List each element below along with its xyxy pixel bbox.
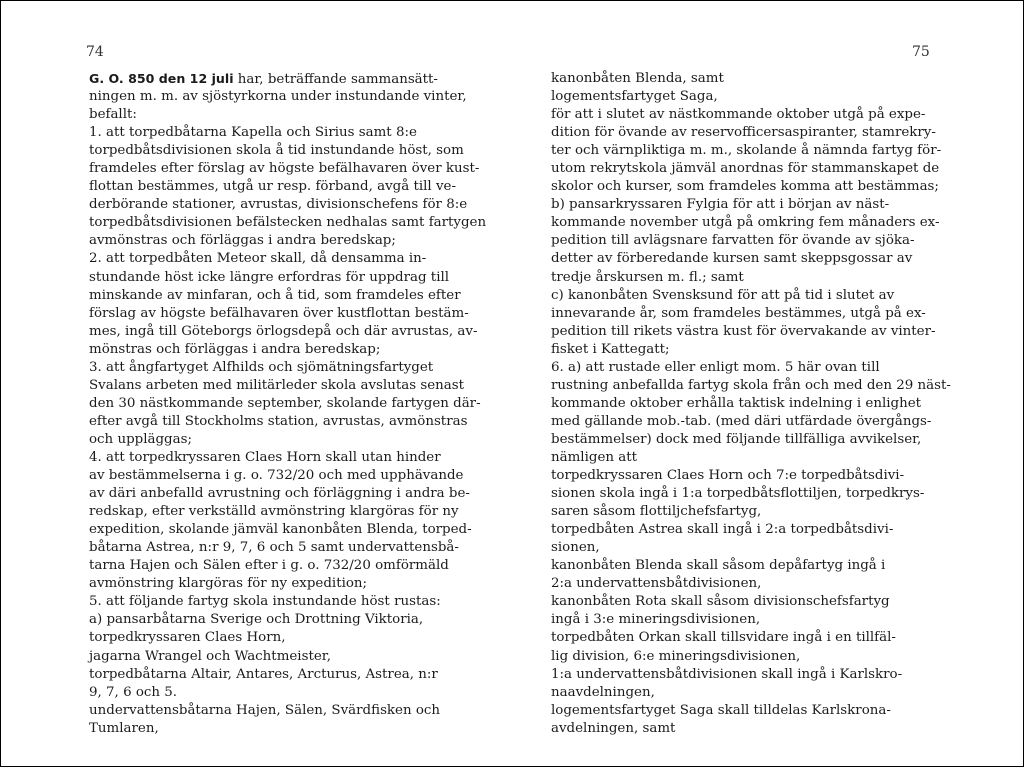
text-line: 2. att torpedbåten Meteor skall, då densamma in-	[89, 251, 427, 267]
text-line: pedition till avlägsnare farvatten för övande av sjöka-	[551, 233, 915, 249]
text-line: b) pansarkryssaren Fylgia för att i början av näst-	[551, 197, 890, 213]
text-line: avmönstras och förläggas i andra beredskap;	[89, 233, 396, 249]
text-line: minskande av minfaran, och å tid, som framdeles efter	[89, 287, 461, 303]
text-line: av däri anbefalld avrustning och förläggning i andra be-	[89, 486, 470, 502]
text-line: ter och värnpliktiga m. m., skolande å nämnda fartyg för-	[551, 143, 942, 159]
text-line: logementsfartyget Saga skall tilldelas Karlskrona-	[551, 702, 891, 718]
text-line: logementsfartyget Saga,	[551, 89, 718, 105]
text-line: 5. att följande fartyg skola instundande höst rustas:	[89, 594, 441, 610]
text-line: fisket i Kattegatt;	[551, 341, 670, 357]
text-line: dition för övande av reservofficersaspiranter, stamrekry-	[551, 125, 936, 141]
text-line: a) pansarbåtarna Sverige och Drottning Viktoria,	[89, 612, 424, 628]
text-line: saren såsom flottiljchefsfartyg,	[551, 504, 762, 520]
text-line: förslag av högste befälhavaren över kustflottan bestäm-	[89, 305, 469, 321]
text-line: torpedkryssaren Claes Horn och 7:e torpedbåtsdivi-	[551, 468, 905, 484]
text-line: torpedbåtsdivisionen befälstecken nedhalas samt fartygen	[89, 215, 487, 231]
text-line: 6. a) att rustade eller enligt mom. 5 här ovan till	[551, 359, 880, 375]
text-line: torpedbåten Astrea skall ingå i 2:a torpedbåtsdivi-	[551, 522, 894, 538]
text-line: innevarande år, som framdeles bestämmes, utgå på ex-	[551, 305, 926, 321]
text-line: undervattensbåtarna Hajen, Sälen, Svärdfisken och	[89, 702, 441, 718]
text-line: mes, ingå till Göteborgs örlogsdepå och där avrustas, av-	[89, 323, 478, 339]
text-line: flottan bestämmes, utgå ur resp. förband, avgå till ve-	[89, 179, 456, 195]
text-line: jagarna Wrangel och Wachtmeister,	[89, 648, 331, 664]
text-line: kanonbåten Rota skall såsom divisionschefsfartyg	[551, 594, 890, 610]
text-line: detter av förberedande kursen samt skeppsgossar av	[551, 251, 913, 267]
text-line: ingå i 3:e mineringsdivisionen,	[551, 612, 761, 628]
text-line: utom rekrytskola jämväl anordnas för stammanskapet de	[551, 161, 940, 177]
text-line: mönstras och förläggas i andra beredskap;	[89, 341, 381, 357]
text-line: pedition till rikets västra kust för övervakande av vinter-	[551, 323, 936, 339]
text-line: torpedbåten Orkan skall tillsvidare ingå i en tillfäl-	[551, 630, 896, 646]
order-heading: G. O. 850 den 12 juli	[89, 71, 234, 86]
text-line: efter avgå till Stockholms station, avrustas, avmönstras	[89, 413, 468, 429]
text-line: Tumlaren,	[89, 720, 159, 736]
text-line: kommande oktober erhålla taktisk indelning i enlighet	[551, 395, 922, 411]
text-line: för att i slutet av nästkommande oktober utgå på expe-	[551, 107, 926, 123]
text-line: torpedbåtsdivisionen skola å tid instundande höst, som	[89, 143, 464, 159]
text-line: c) kanonbåten Svensksund för att på tid i slutet av	[551, 287, 895, 303]
text-line: naavdelningen,	[551, 684, 655, 700]
text-line: avdelningen, samt	[551, 720, 676, 736]
text-line: och uppläggas;	[89, 431, 192, 447]
text-line: 9, 7, 6 och 5.	[89, 684, 178, 700]
page-number-left: 74	[86, 44, 104, 60]
text-line: skolor och kurser, som framdeles komma att bestämmas;	[551, 179, 939, 195]
text-line: 2:a undervattensbåtdivisionen,	[551, 576, 762, 592]
text-line: avmönstring klargöras för ny expedition;	[89, 576, 368, 592]
text-line: kanonbåten Blenda skall såsom depåfartyg ingå i	[551, 558, 886, 574]
text-line: torpedbåtarna Altair, Antares, Arcturus, Astrea, n:r	[89, 666, 438, 682]
text-line-content: har, beträffande sammansätt-	[233, 72, 438, 87]
text-line: Svalans arbeten med militärleder skola avslutas senast	[89, 377, 464, 393]
left-page-text	[89, 70, 487, 738]
text-line: kanonbåten Blenda, samt	[551, 71, 724, 86]
text-line: rustning anbefallda fartyg skola från och med den 29 näst-	[551, 377, 951, 393]
text-line: expedition, skolande jämväl kanonbåten Blenda, torped-	[89, 522, 472, 538]
text-line: båtarna Astrea, n:r 9, 7, 6 och 5 samt undervattensbå-	[89, 540, 459, 556]
text-line: lig division, 6:e mineringsdivisionen,	[551, 648, 801, 664]
text-line: torpedkryssaren Claes Horn,	[89, 630, 286, 646]
text-line: ningen m. m. av sjöstyrkorna under instundande vinter,	[89, 89, 467, 105]
text-line: 3. att ångfartyget Alfhilds och sjömätningsfartyget	[89, 359, 434, 375]
text-line	[89, 70, 467, 88]
text-line: kommande november utgå på omkring fem månaders ex-	[551, 215, 940, 231]
text-line: sionen skola ingå i 1:a torpedbåtsflottiljen, torpedkrys-	[551, 486, 925, 502]
right-page-text	[551, 70, 951, 738]
text-line: tredje årskursen m. fl.; samt	[551, 269, 744, 285]
text-line: 4. att torpedkryssaren Claes Horn skall utan hinder	[89, 449, 441, 465]
text-line: 1. att torpedbåtarna Kapella och Sirius samt 8:e	[89, 125, 417, 141]
text-line: med gällande mob.-tab. (med däri utfärdade övergångs-	[551, 413, 932, 429]
text-line: den 30 nästkommande september, skolande fartygen där-	[89, 395, 481, 411]
text-line: nämligen att	[551, 449, 637, 465]
text-line: stundande höst icke längre erfordras för uppdrag till	[89, 269, 450, 285]
text-line: bestämmelser) dock med följande tillfälliga avvikelser,	[551, 431, 922, 447]
text-line: sionen,	[551, 540, 600, 556]
page-number-right: 75	[912, 44, 930, 60]
text-line: redskap, efter verkställd avmönstring klargöras för ny	[89, 504, 459, 520]
text-line: tarna Hajen och Sälen efter i g. o. 732/20 omförmäld	[89, 558, 449, 574]
text-line: framdeles efter förslag av högste befälhavaren över kust-	[89, 161, 480, 177]
text-line: befallt:	[89, 107, 137, 123]
text-line: av bestämmelserna i g. o. 732/20 och med upphävande	[89, 468, 464, 484]
text-line: derbörande stationer, avrustas, divisionschefens för 8:e	[89, 197, 468, 213]
text-line: 1:a undervattensbåtdivisionen skall ingå i Karlskro-	[551, 666, 903, 682]
